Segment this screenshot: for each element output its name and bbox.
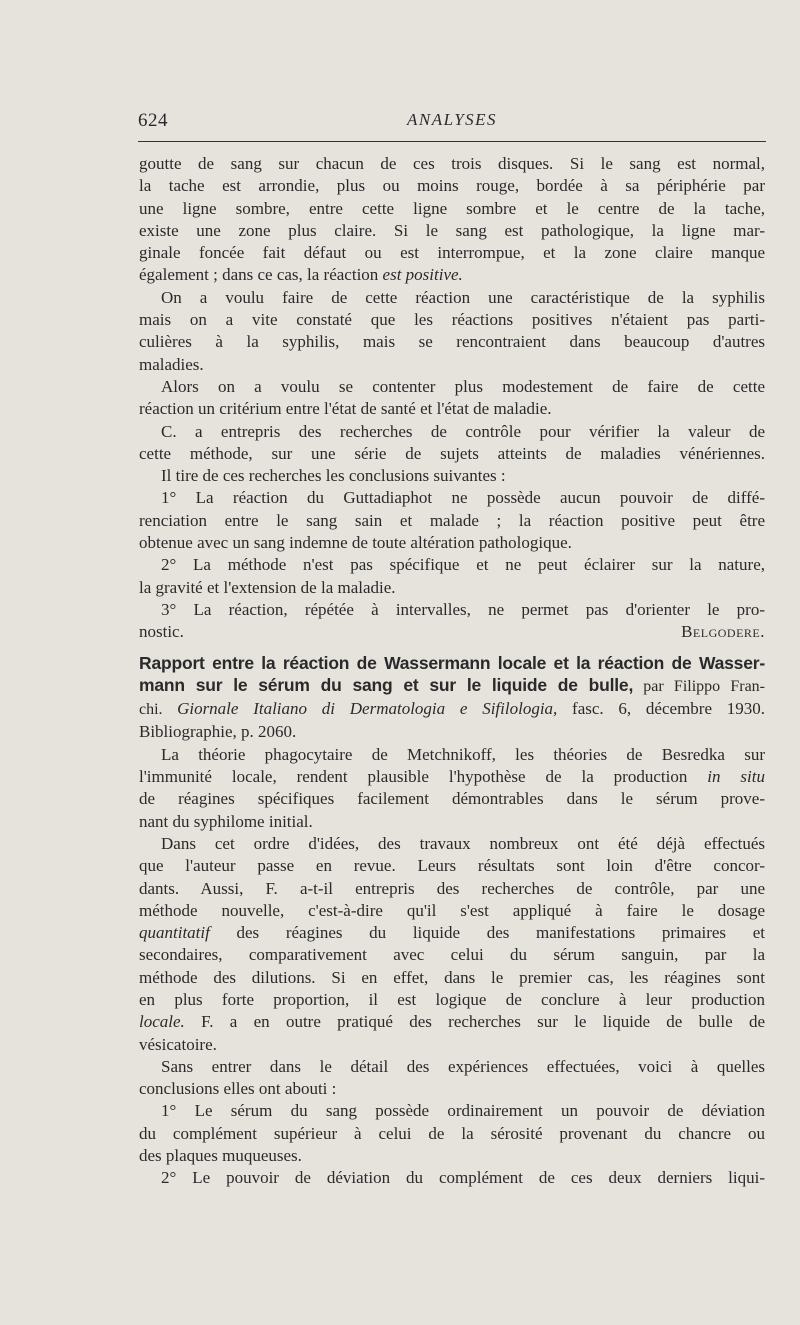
text-line: [139, 264, 765, 286]
text-line: méthode nouvelle, c'est-à-dire qu'il s'est appliqué à faire le dosage: [139, 900, 765, 920]
reviewer-signature: Belgodere.: [681, 622, 765, 642]
text-run: l'immunité locale, rendent plausible l'hypothèse de la production: [139, 767, 708, 787]
citation-run: fasc. 6, décembre 1930.: [557, 699, 765, 719]
italic-run: in situ: [707, 767, 765, 787]
text-line: obtenue avec un sang indemne de toute altération pathologique.: [139, 533, 572, 553]
article-title-line: [139, 674, 765, 698]
citation-line: [139, 698, 765, 721]
text-line: C. a entrepris des recherches de contrôle pour vérifier la valeur de: [161, 421, 765, 441]
text-line: la gravité et l'extension de la maladie.: [139, 577, 396, 597]
page-header: [138, 110, 766, 134]
text-line: réaction un critérium entre l'état de santé et l'état de maladie.: [139, 399, 552, 419]
text-line: que l'auteur passe en revue. Leurs résultats sont loin d'être concor-: [139, 856, 765, 876]
text-line: vésicatoire.: [139, 1034, 217, 1054]
article-title: Rapport entre la réaction de Wassermann locale et la réaction de Wasser-: [139, 652, 765, 673]
journal-title: Giornale Italiano di Dermatologia e Sifilologia,: [177, 699, 558, 719]
author-run: par Filippo Fran-: [633, 677, 765, 695]
header-rule: [138, 141, 766, 142]
text-line: [139, 922, 765, 944]
text-line: 3° La réaction, répétée à intervalles, ne permet pas d'orienter le pro-: [161, 599, 765, 619]
section-gap: [139, 644, 765, 652]
text-line: de réagines spécifiques facilement démontrables dans le sérum prove-: [139, 789, 765, 809]
text-line: 2° La méthode n'est pas spécifique et ne peut éclairer sur la nature,: [161, 555, 765, 575]
page-text: [139, 153, 765, 1190]
text-line: [139, 766, 765, 788]
text-line: La théorie phagocytaire de Metchnikoff, les théories de Besredka sur: [161, 744, 765, 764]
text-run: des réagines du liquide des manifestations primaires et: [209, 923, 765, 943]
text-run: nostic.: [139, 622, 184, 642]
text-line: culières à la syphilis, mais se rencontraient dans beaucoup d'autres: [139, 332, 765, 352]
text-line: ginale foncée fait défaut ou est interrompue, et la zone claire manque: [139, 243, 765, 263]
text-line: renciation entre le sang sain et malade ; la réaction positive peut être: [139, 510, 765, 530]
text-line: cette méthode, sur une série de sujets atteints de maladies vénériennes.: [139, 443, 765, 463]
text-line: [139, 1011, 765, 1033]
text-line: une ligne sombre, entre cette ligne sombre et le centre de la tache,: [139, 198, 765, 218]
italic-run: locale.: [139, 1012, 185, 1032]
text-line: conclusions elles ont abouti :: [139, 1079, 337, 1099]
text-line: nant du syphilome initial.: [139, 811, 313, 831]
page-number: 624: [138, 110, 168, 131]
text-line: 1° Le sérum du sang possède ordinairement un pouvoir de déviation: [161, 1101, 765, 1121]
text-run: F. a en outre pratiqué des recherches sur le liquide de bulle de: [184, 1012, 765, 1032]
text-line: Alors on a voulu se contenter plus modestement de faire de cette: [161, 376, 765, 396]
text-run: également ; dans ce cas, la réaction: [139, 265, 383, 285]
text-line: des plaques muqueuses.: [139, 1146, 302, 1166]
text-line: secondaires, comparativement avec celui du sérum sanguin, par la: [139, 945, 765, 965]
text-line: 1° La réaction du Guttadiaphot ne possède aucun pouvoir de diffé-: [161, 488, 765, 508]
text-line: goutte de sang sur chacun de ces trois disques. Si le sang est normal,: [139, 154, 765, 173]
text-line: dants. Aussi, F. a-t-il entrepris des recherches de contrôle, par une: [139, 878, 765, 898]
text-line: méthode des dilutions. Si en effet, dans le premier cas, les réagines sont: [139, 967, 765, 987]
text-line: On a voulu faire de cette réaction une caractéristique de la syphilis: [161, 287, 765, 307]
text-line: 2° Le pouvoir de déviation du complément de ces deux derniers liqui-: [161, 1168, 765, 1188]
italic-run: est positive.: [382, 265, 463, 285]
author-run: chi.: [139, 701, 178, 719]
text-line: en plus forte proportion, il est logique de conclure à leur production: [139, 989, 765, 1009]
italic-run: quantitatif: [139, 923, 210, 943]
text-line: mais on a vite constaté que les réactions positives n'étaient pas parti-: [139, 310, 765, 330]
text-line: Dans cet ordre d'idées, des travaux nombreux ont été déjà effectués: [161, 833, 765, 853]
text-line: maladies.: [139, 354, 204, 374]
text-line: existe une zone plus claire. Si le sang est pathologique, la ligne mar-: [139, 220, 765, 240]
citation-line: Bibliographie, p. 2060.: [139, 722, 297, 742]
text-line: Il tire de ces recherches les conclusions suivantes :: [161, 466, 506, 486]
text-line: la tache est arrondie, plus ou moins rouge, bordée à sa périphérie par: [139, 176, 765, 196]
running-head: ANALYSES: [406, 110, 498, 129]
article-title-run: mann sur le sérum du sang et sur le liquide de bulle,: [139, 674, 634, 695]
text-line: Sans entrer dans le détail des expériences effectuées, voici à quelles: [161, 1056, 765, 1076]
text-line: du complément supérieur à celui de la sérosité provenant du chancre ou: [139, 1123, 765, 1143]
text-line-with-signature: [139, 621, 765, 643]
